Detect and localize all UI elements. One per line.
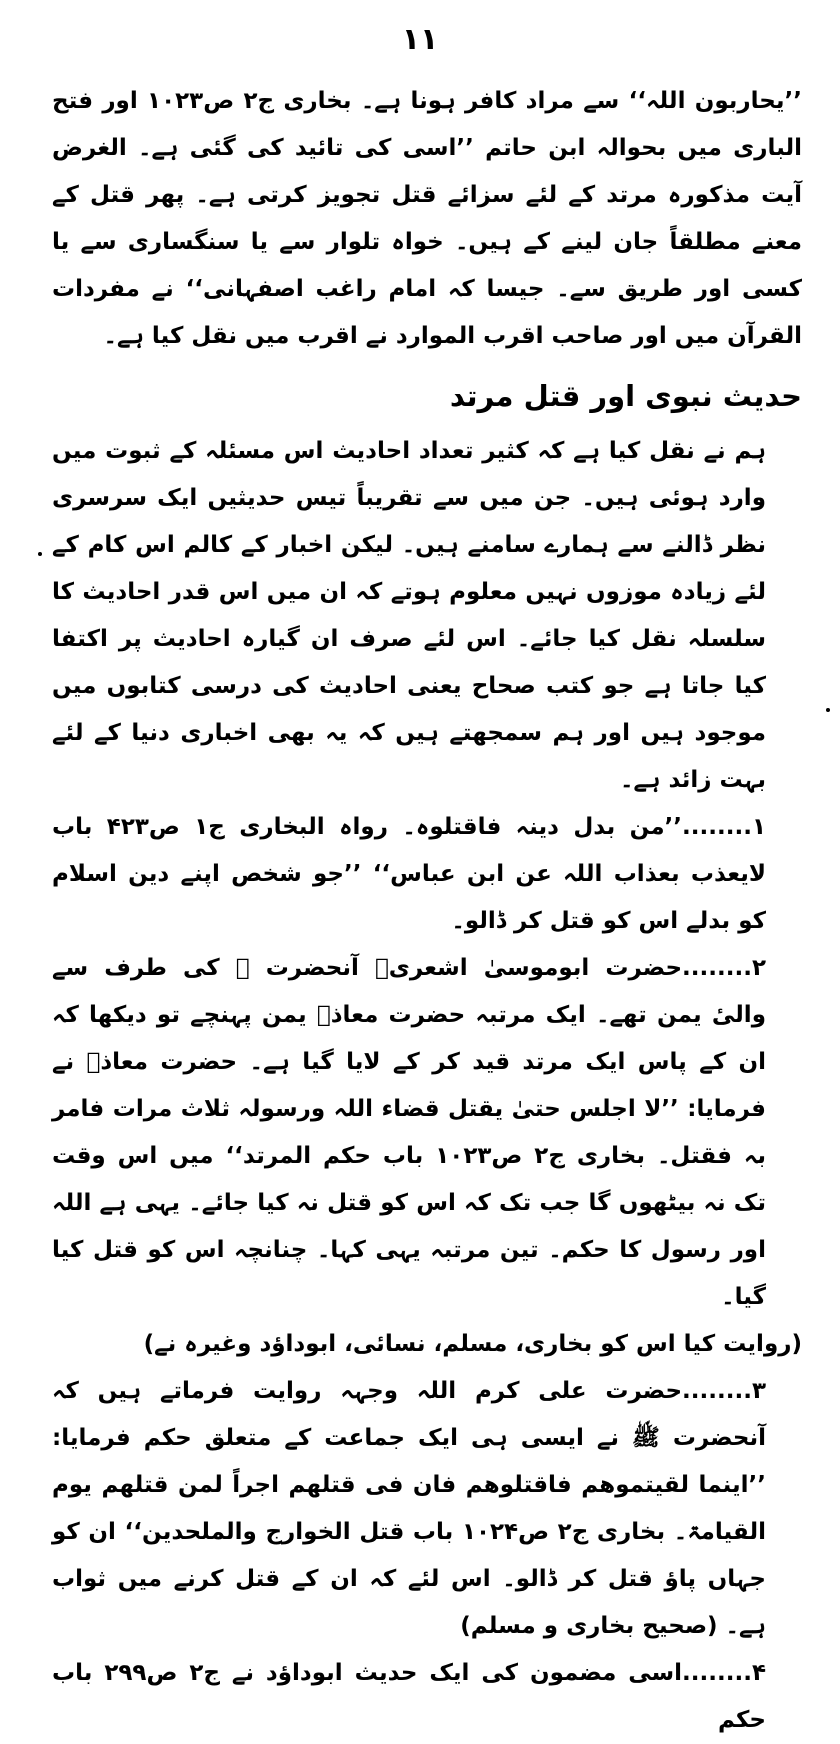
section-heading: حدیث نبوی اور قتل مرتد [449,379,802,413]
body-text [52,78,802,1744]
hadith-1: ۱........’’من بدل دینہ فاقتلوہ۔ رواہ البخاری ج۱ ص۴۲۳ باب لایعذب بعذاب اللہ عن ابن عباس‘‘ ’’جو شخص اپنے دین اسلام کو بدلے اس کو قتل کر ڈالو۔ [52,814,766,934]
hadith-3: ۳........حضرت علی کرم اللہ وجہہ روایت فرماتے ہیں کہ آنحضرت ﷺ نے ایسی ہی ایک جماعت کے متعلق حکم فرمایا: ’’اینما لقیتموھم فاقتلوھم فان فی قتلھم اجراً لمن قتلھم یوم القیامۃ۔ بخاری ج۲ ص۱۰۲۴ باب قتل الخوارج والملحدین‘‘ ان کو جہاں پاؤ قتل کر ڈالو۔ اس لئے کہ ان کے قتل کرنے میں ثواب ہے۔ (صحیح بخاری و مسلم) [52,1378,767,1639]
scan-speck [38,552,42,556]
hadith-2: ۲........حضرت ابوموسیٰ اشعریؓ آنحضرت ﷺ کی طرف سے والیٔ یمن تھے۔ ایک مرتبہ حضرت معاذؓ یمن پہنچے تو دیکھا کہ ان کے پاس ایک مرتد قید کر کے لایا گیا ہے۔ حضرت معاذؓ نے فرمایا: ’’لا اجلس حتیٰ یقتل قضاء اللہ ورسولہ ثلاث مرات فامر بہ فقتل۔ بخاری ج۲ ص۱۰۲۳ باب حکم المرتد‘‘ میں اس وقت تک نہ بیٹھوں گا جب تک کہ اس کو قتل نہ کیا جائے۔ یہی ہے اللہ اور رسول کا حکم۔ تین مرتبہ یہی کہا۔ چنانچہ اس کو قتل کیا گیا۔ [52,955,767,1310]
paragraph-intro: ’’یحاربون اللہ‘‘ سے مراد کافر ہونا ہے۔ بخاری ج۲ ص۱۰۲۳ اور فتح الباری میں بحوالہ ابن حاتم ’’اسی کی تائید کی گئی ہے۔ الغرض آیت مذکورہ مرتد کے لئے سزائے قتل تجویز کرتی ہے۔ پھر قتل کے معنے مطلقاً جان لینے کے ہیں۔ خواہ تلوار سے یا سنگساری سے یا کسی اور طریق سے۔ جیسا کہ امام راغب اصفہانی‘‘ نے مفردات القرآن میں اور صاحب اقرب الموارد نے اقرب میں نقل کیا ہے۔ [52,88,802,349]
scan-speck [826,708,830,712]
hadith-4: ۴........اسی مضمون کی ایک حدیث ابوداؤد نے ج۲ ص۲۹۹ باب حکم [52,1660,766,1733]
paragraph-hadith-intro: ہم نے نقل کیا ہے کہ کثیر تعداد احادیث اس مسئلہ کے ثبوت میں وارد ہوئی ہیں۔ جن میں سے تقریباً تیس حدیثیں ایک سرسری نظر ڈالنے سے ہمارے سامنے ہیں۔ لیکن اخبار کے کالم اس کام کے لئے زیادہ موزوں نہیں معلوم ہوتے کہ ان میں اس قدر احادیث کا سلسلہ نقل کیا جائے۔ اس لئے صرف ان گیارہ احادیث پر اکتفا کیا جاتا ہے جو کتب صحاح یعنی احادیث کی درسی کتابوں میں موجود ہیں اور ہم سمجھتے ہیں کہ یہ بھی اخباری دنیا کے لئے بہت زائد ہے۔ [52,438,766,793]
hadith-2-note: (روایت کیا اس کو بخاری، مسلم، نسائی، ابوداؤد وغیرہ نے) [143,1331,802,1357]
page-number: ١١ [401,22,439,57]
